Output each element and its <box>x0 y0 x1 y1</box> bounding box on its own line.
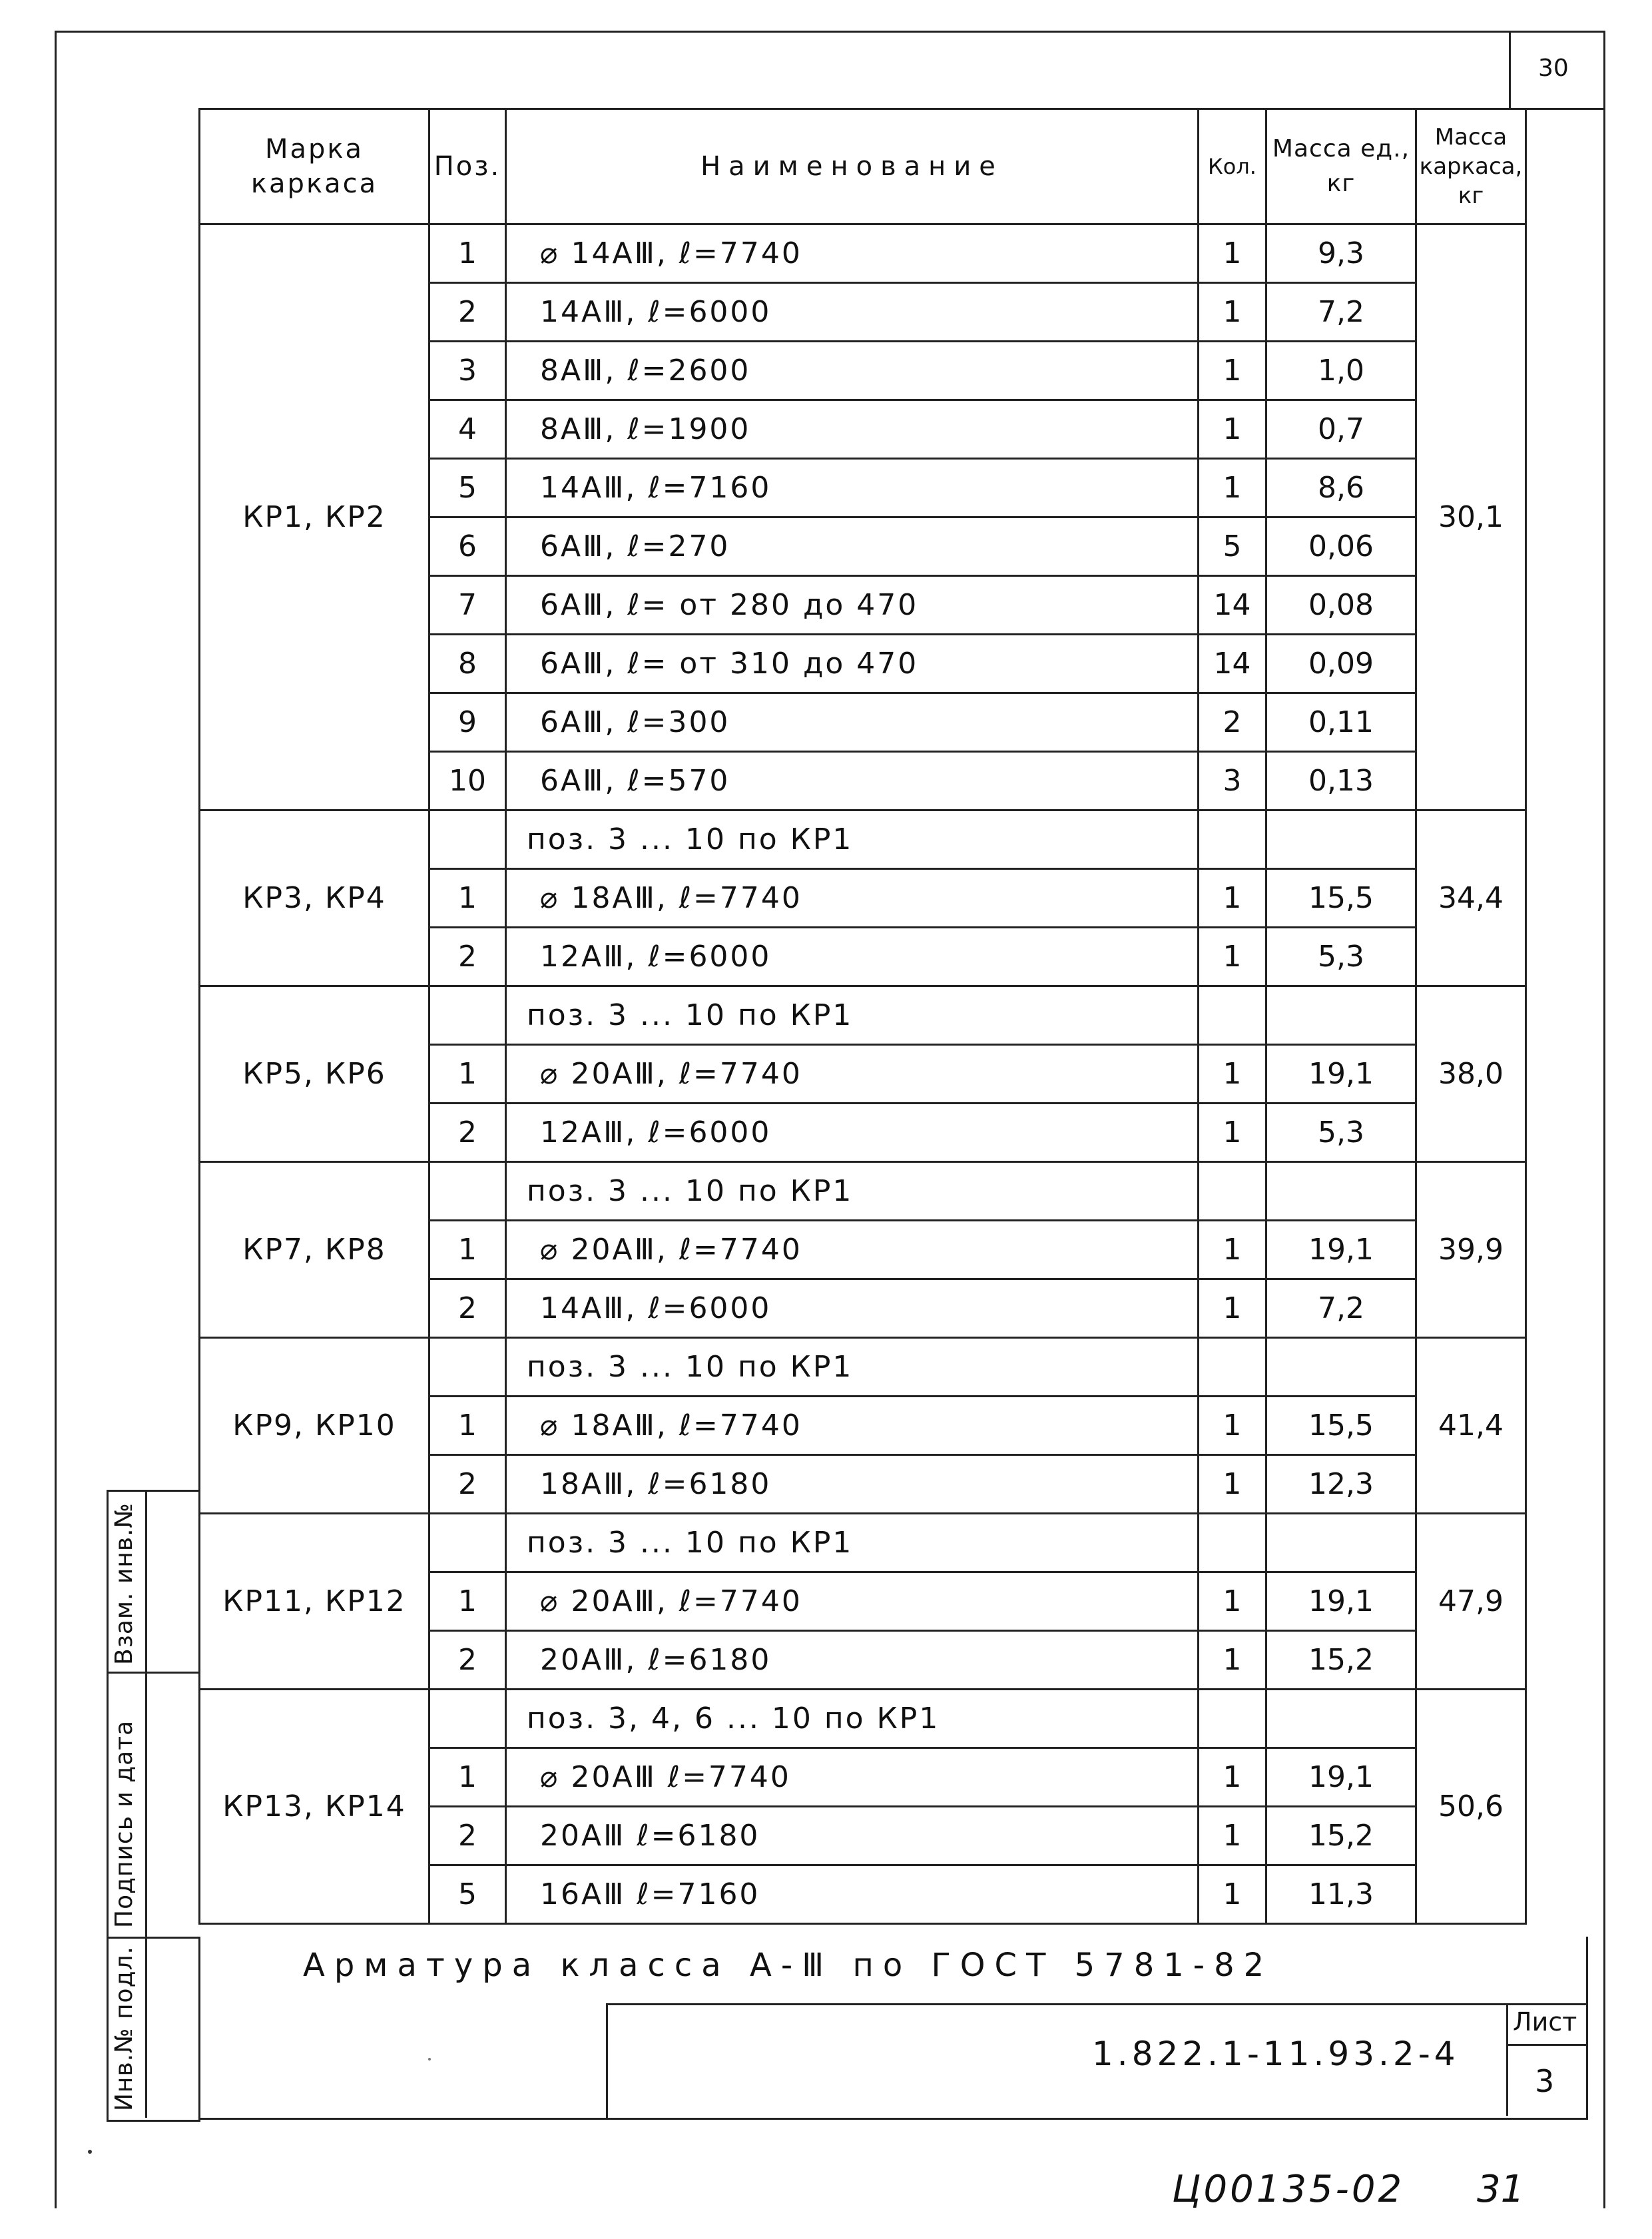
frame-mark: КР1, КР2 <box>200 224 429 810</box>
name-cell: ⌀ 20АⅢ, ℓ=7740 <box>506 1045 1199 1104</box>
sheet-label: Лист <box>1513 2007 1577 2037</box>
position-cell: 2 <box>429 1279 506 1338</box>
quantity-cell: 1 <box>1199 1572 1266 1631</box>
unit-mass-cell: 0,13 <box>1266 752 1416 810</box>
name-cell: 6АⅢ, ℓ=270 <box>506 517 1199 576</box>
name-cell: 12АⅢ, ℓ=6000 <box>506 928 1199 986</box>
position-cell <box>429 986 506 1045</box>
unit-mass-cell: 7,2 <box>1266 1279 1416 1338</box>
quantity-cell: 1 <box>1199 1748 1266 1807</box>
side-label-vzam-inv: Взам. инв.№ <box>111 1502 138 1665</box>
page-number: 31 <box>1477 2168 1525 2211</box>
table-row <box>200 224 1526 283</box>
frame-mass-total: 39,9 <box>1416 1162 1526 1338</box>
name-cell: 20АⅢ ℓ=6180 <box>506 1807 1199 1865</box>
name-cell: поз. 3 ... 10 по КР1 <box>506 1338 1199 1397</box>
side-stamp-divider <box>145 1490 147 2118</box>
frame-mark: КР9, КР10 <box>200 1338 429 1514</box>
name-cell: ⌀ 18АⅢ, ℓ=7740 <box>506 869 1199 928</box>
sheet-value: 3 <box>1535 2063 1555 2099</box>
table-row <box>200 1690 1526 1748</box>
frame-mass-total: 47,9 <box>1416 1514 1526 1690</box>
quantity-cell <box>1199 1514 1266 1572</box>
frame-mass-total: 34,4 <box>1416 810 1526 986</box>
frame-mass-total: 41,4 <box>1416 1338 1526 1514</box>
position-cell: 10 <box>429 752 506 810</box>
unit-mass-cell: 0,11 <box>1266 693 1416 752</box>
side-label-inv-podl: Инв.№ подл. <box>111 1946 138 2111</box>
quantity-cell: 1 <box>1199 1865 1266 1924</box>
name-cell: 6АⅢ, ℓ= от 310 до 470 <box>506 635 1199 693</box>
quantity-cell: 1 <box>1199 928 1266 986</box>
name-cell: 6АⅢ, ℓ=570 <box>506 752 1199 810</box>
drawing-frame-top <box>55 31 1603 33</box>
position-cell: 1 <box>429 869 506 928</box>
frame-mass-total: 50,6 <box>1416 1690 1526 1924</box>
name-cell: 16АⅢ ℓ=7160 <box>506 1865 1199 1924</box>
name-cell: 6АⅢ, ℓ=300 <box>506 693 1199 752</box>
unit-mass-cell: 15,2 <box>1266 1631 1416 1690</box>
unit-mass-cell <box>1266 1162 1416 1221</box>
archive-code: Ц00135-02 <box>1172 2168 1405 2211</box>
quantity-cell: 1 <box>1199 1455 1266 1514</box>
quantity-cell <box>1199 810 1266 869</box>
position-cell: 2 <box>429 1455 506 1514</box>
unit-mass-cell <box>1266 1338 1416 1397</box>
quantity-cell: 1 <box>1199 1631 1266 1690</box>
quantity-cell: 1 <box>1199 283 1266 342</box>
quantity-cell: 1 <box>1199 1221 1266 1279</box>
unit-mass-cell <box>1266 810 1416 869</box>
quantity-cell <box>1199 1690 1266 1748</box>
frame-mark: КР7, КР8 <box>200 1162 429 1338</box>
unit-mass-cell: 15,2 <box>1266 1807 1416 1865</box>
header-name: Наименование <box>506 109 1199 224</box>
position-cell: 6 <box>429 517 506 576</box>
specification-table <box>198 108 1527 1925</box>
name-cell: 14АⅢ, ℓ=6000 <box>506 283 1199 342</box>
frame-mark: КР3, КР4 <box>200 810 429 986</box>
unit-mass-cell: 5,3 <box>1266 1104 1416 1162</box>
table-header-row <box>200 109 1526 224</box>
unit-mass-cell: 1,0 <box>1266 342 1416 400</box>
name-cell: ⌀ 20АⅢ, ℓ=7740 <box>506 1572 1199 1631</box>
name-cell: 6АⅢ, ℓ= от 280 до 470 <box>506 576 1199 635</box>
scan-speck <box>428 2058 431 2061</box>
name-cell: 14АⅢ, ℓ=7160 <box>506 459 1199 517</box>
unit-mass-cell: 19,1 <box>1266 1572 1416 1631</box>
unit-mass-cell: 0,7 <box>1266 400 1416 459</box>
unit-mass-cell: 0,08 <box>1266 576 1416 635</box>
unit-mass-cell: 9,3 <box>1266 224 1416 283</box>
scan-speck <box>88 2150 92 2154</box>
drawing-frame-right <box>1603 31 1605 2208</box>
frame-mark: КР5, КР6 <box>200 986 429 1162</box>
table-row <box>200 810 1526 869</box>
quantity-cell <box>1199 986 1266 1045</box>
unit-mass-cell <box>1266 986 1416 1045</box>
sheet-top-number: 30 <box>1538 55 1569 82</box>
header-qty: Кол. <box>1199 109 1266 224</box>
position-cell: 2 <box>429 928 506 986</box>
quantity-cell: 1 <box>1199 1045 1266 1104</box>
side-stamp-line <box>107 1672 198 1674</box>
name-cell: поз. 3, 4, 6 ... 10 по КР1 <box>506 1690 1199 1748</box>
position-cell: 1 <box>429 1045 506 1104</box>
position-cell <box>429 1162 506 1221</box>
header-pos: Поз. <box>429 109 506 224</box>
header-frame-mass: Масса каркаса, кг <box>1416 109 1526 224</box>
name-cell: ⌀ 20АⅢ ℓ=7740 <box>506 1748 1199 1807</box>
quantity-cell <box>1199 1338 1266 1397</box>
name-cell: 8АⅢ, ℓ=1900 <box>506 400 1199 459</box>
position-cell: 5 <box>429 459 506 517</box>
position-cell: 2 <box>429 1104 506 1162</box>
side-label-signature-date: Подпись и дата <box>111 1720 138 1928</box>
position-cell <box>429 810 506 869</box>
unit-mass-cell: 0,09 <box>1266 635 1416 693</box>
unit-mass-cell: 19,1 <box>1266 1221 1416 1279</box>
unit-mass-cell: 0,06 <box>1266 517 1416 576</box>
quantity-cell: 1 <box>1199 342 1266 400</box>
name-cell: 18АⅢ, ℓ=6180 <box>506 1455 1199 1514</box>
position-cell: 1 <box>429 224 506 283</box>
frame-mass-total: 38,0 <box>1416 986 1526 1162</box>
quantity-cell <box>1199 1162 1266 1221</box>
unit-mass-cell: 15,5 <box>1266 869 1416 928</box>
quantity-cell: 1 <box>1199 1279 1266 1338</box>
name-cell: ⌀ 14АⅢ, ℓ=7740 <box>506 224 1199 283</box>
unit-mass-cell: 7,2 <box>1266 283 1416 342</box>
frame-mark: КР13, КР14 <box>200 1690 429 1924</box>
side-stamp-line <box>107 1937 198 1939</box>
quantity-cell: 1 <box>1199 869 1266 928</box>
unit-mass-cell: 15,5 <box>1266 1397 1416 1455</box>
quantity-cell: 14 <box>1199 635 1266 693</box>
name-cell: поз. 3 ... 10 по КР1 <box>506 1162 1199 1221</box>
position-cell: 9 <box>429 693 506 752</box>
unit-mass-cell <box>1266 1514 1416 1572</box>
table-row <box>200 1514 1526 1572</box>
frame-mark: КР11, КР12 <box>200 1514 429 1690</box>
name-cell: 8АⅢ, ℓ=2600 <box>506 342 1199 400</box>
quantity-cell: 2 <box>1199 693 1266 752</box>
name-cell: 12АⅢ, ℓ=6000 <box>506 1104 1199 1162</box>
quantity-cell: 14 <box>1199 576 1266 635</box>
name-cell: поз. 3 ... 10 по КР1 <box>506 810 1199 869</box>
unit-mass-cell: 12,3 <box>1266 1455 1416 1514</box>
quantity-cell: 1 <box>1199 1397 1266 1455</box>
name-cell: ⌀ 18АⅢ, ℓ=7740 <box>506 1397 1199 1455</box>
name-cell: ⌀ 20АⅢ, ℓ=7740 <box>506 1221 1199 1279</box>
header-mark: Марка каркаса <box>200 109 429 224</box>
table-row <box>200 1162 1526 1221</box>
quantity-cell: 1 <box>1199 224 1266 283</box>
unit-mass-cell: 8,6 <box>1266 459 1416 517</box>
position-cell: 7 <box>429 576 506 635</box>
name-cell: поз. 3 ... 10 по КР1 <box>506 1514 1199 1572</box>
position-cell: 8 <box>429 635 506 693</box>
drawing-frame-left <box>55 31 57 2208</box>
unit-mass-cell: 19,1 <box>1266 1748 1416 1807</box>
header-unit-mass: Масса ед., кг <box>1266 109 1416 224</box>
position-cell: 1 <box>429 1221 506 1279</box>
unit-mass-cell: 5,3 <box>1266 928 1416 986</box>
unit-mass-cell: 11,3 <box>1266 1865 1416 1924</box>
quantity-cell: 1 <box>1199 459 1266 517</box>
position-cell <box>429 1338 506 1397</box>
unit-mass-cell <box>1266 1690 1416 1748</box>
quantity-cell: 3 <box>1199 752 1266 810</box>
name-cell: 20АⅢ, ℓ=6180 <box>506 1631 1199 1690</box>
position-cell: 1 <box>429 1748 506 1807</box>
position-cell: 1 <box>429 1397 506 1455</box>
position-cell: 1 <box>429 1572 506 1631</box>
reinforcement-note: Арматура класса А-Ⅲ по ГОСТ 5781-82 <box>303 1947 1274 1984</box>
table-row <box>200 1338 1526 1397</box>
name-cell: 14АⅢ, ℓ=6000 <box>506 1279 1199 1338</box>
table-body <box>200 224 1526 1924</box>
position-cell: 2 <box>429 283 506 342</box>
quantity-cell: 5 <box>1199 517 1266 576</box>
document-code: 1.822.1-11.93.2-4 <box>1092 2035 1460 2073</box>
quantity-cell: 1 <box>1199 1807 1266 1865</box>
unit-mass-cell: 19,1 <box>1266 1045 1416 1104</box>
position-cell: 3 <box>429 342 506 400</box>
position-cell: 5 <box>429 1865 506 1924</box>
position-cell: 2 <box>429 1807 506 1865</box>
table-row <box>200 986 1526 1045</box>
quantity-cell: 1 <box>1199 1104 1266 1162</box>
name-cell: поз. 3 ... 10 по КР1 <box>506 986 1199 1045</box>
position-cell: 4 <box>429 400 506 459</box>
position-cell <box>429 1690 506 1748</box>
quantity-cell: 1 <box>1199 400 1266 459</box>
frame-mass-total: 30,1 <box>1416 224 1526 810</box>
position-cell: 2 <box>429 1631 506 1690</box>
position-cell <box>429 1514 506 1572</box>
